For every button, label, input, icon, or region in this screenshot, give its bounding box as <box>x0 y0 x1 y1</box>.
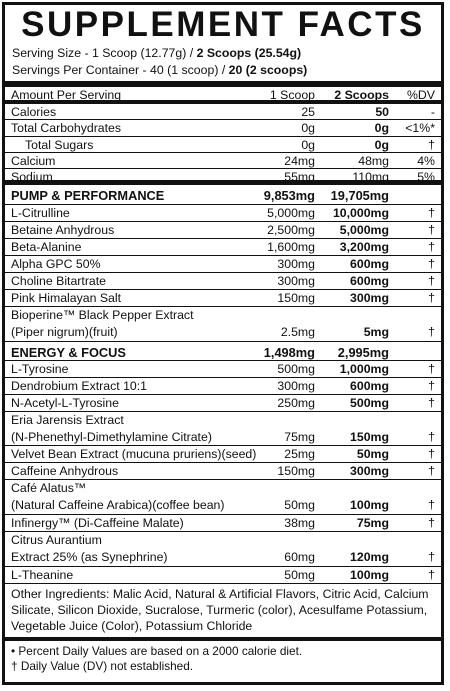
row-value-c2: 48mg <box>358 154 389 168</box>
row-label: Velvet Bean Extract (mucuna pruriens)(seed) <box>11 447 257 461</box>
footnote-calorie: • Percent Daily Values are based on a 2000 calorie diet. <box>11 644 303 658</box>
row-label: L-Tyrosine <box>11 362 69 376</box>
row-label: ENERGY & FOCUS <box>11 345 126 360</box>
row-value-c2: 100mg <box>350 568 389 582</box>
row-value-c1: 150mg <box>277 464 315 478</box>
row-value-c3: † <box>428 274 435 288</box>
nutrient-row <box>5 515 441 532</box>
row-label: Eria Jarensis Extract <box>11 413 124 427</box>
row-value-c2: 10,000mg <box>332 206 389 220</box>
row-value-c1: 1,498mg <box>263 345 315 360</box>
row-label: N-Acetyl-L-Tyrosine <box>11 396 119 410</box>
row-label: Total Carbohydrates <box>11 121 122 135</box>
row-label: Alpha GPC 50% <box>11 257 101 271</box>
row-value-c1: 75mg <box>284 430 315 444</box>
row-value-c2: 2,995mg <box>337 345 389 360</box>
row-value-c1: 25mg <box>284 447 315 461</box>
nutrient-row <box>5 205 441 222</box>
row-value-c2: 600mg <box>350 379 389 393</box>
row-value-c1: 24mg <box>284 154 315 168</box>
row-value-c3: 4% <box>417 154 435 168</box>
row-value-c3: † <box>428 325 435 339</box>
row-label-line2: (Piper nigrum)(fruit) <box>11 325 118 339</box>
row-value-c1: 500mg <box>277 362 315 376</box>
row-label: Pink Himalayan Salt <box>11 291 122 305</box>
row-value-c1: 1 Scoop <box>269 88 315 102</box>
row-value-c3: † <box>428 498 435 512</box>
footer-divider <box>5 637 441 641</box>
row-value-c2: 0g <box>374 138 389 152</box>
nutrient-row <box>5 290 441 307</box>
row-value-c2: 50mg <box>356 447 389 461</box>
nutrient-row <box>5 567 441 584</box>
row-label: Café Alatus™ <box>11 481 87 495</box>
row-value-c2: 300mg <box>350 464 389 478</box>
row-value-c2: 19,705mg <box>330 188 389 203</box>
row-value-c3: † <box>428 550 435 564</box>
row-value-c1: 5,000mg <box>267 206 315 220</box>
nutrient-row <box>5 307 441 342</box>
other-ingredients: Other Ingredients: Malic Acid, Natural & Artificial Flavors, Citric Acid, Calcium Silicate, Silicon Dioxide, Sucralose, Turmeric (color), Acesulfame Potassium, Vegetable Juice (Color), Potassium Chloride <box>11 587 429 633</box>
row-label: Total Sugars <box>25 138 94 152</box>
row-value-c3: † <box>428 138 435 152</box>
row-value-c2: 75mg <box>356 516 389 530</box>
nutrient-row <box>5 412 441 446</box>
row-label: Citrus Aurantium <box>11 533 102 547</box>
row-value-c3: † <box>428 206 435 220</box>
row-value-c2: 1,000mg <box>339 362 389 376</box>
row-value-c2: 5,000mg <box>339 223 389 237</box>
nutrient-row <box>5 395 441 412</box>
nutrient-row <box>5 137 441 153</box>
row-label: Bioperine™ Black Pepper Extract <box>11 308 194 322</box>
row-value-c3: † <box>428 464 435 478</box>
row-value-c2: 100mg <box>350 498 389 512</box>
nutrient-table <box>5 87 441 584</box>
serving-size-bold: 2 Scoops (25.54g) <box>196 46 302 60</box>
row-value-c1: 300mg <box>277 274 315 288</box>
row-value-c3: † <box>428 396 435 410</box>
row-label-line2: (Natural Caffeine Arabica)(coffee bean) <box>11 498 225 512</box>
row-value-c1: 300mg <box>277 257 315 271</box>
nutrient-row <box>5 378 441 395</box>
serving-size-text: Serving Size - 1 Scoop (12.77g) / <box>12 46 197 60</box>
row-label: Calcium <box>11 154 56 168</box>
row-value-c3: † <box>428 430 435 444</box>
serving-size <box>12 46 301 61</box>
footnotes <box>11 644 435 674</box>
row-value-c2: 2 Scoops <box>334 88 389 102</box>
row-value-c1: 50mg <box>284 498 315 512</box>
nutrient-row <box>5 239 441 256</box>
row-label: Calories <box>11 105 57 119</box>
row-value-c1: 150mg <box>277 291 315 305</box>
row-value-c3: - <box>430 105 435 119</box>
servings-per-container-bold: 20 (2 scoops) <box>228 63 308 77</box>
nutrient-row <box>5 256 441 273</box>
row-value-c1: 9,853mg <box>263 188 315 203</box>
servings-per-container <box>12 63 307 78</box>
nutrient-row <box>5 120 441 137</box>
nutrient-row <box>5 463 441 480</box>
footnote-dv: † Daily Value (DV) not established. <box>11 659 194 673</box>
row-label: Dendrobium Extract 10:1 <box>11 379 148 393</box>
row-value-c1: 0g <box>301 138 315 152</box>
row-value-c3: † <box>428 516 435 530</box>
row-value-c3: † <box>428 447 435 461</box>
table-header-row <box>5 87 441 104</box>
row-value-c1: 250mg <box>277 396 315 410</box>
servings-per-container-text: Servings Per Container - 40 (1 scoop) / <box>12 63 229 77</box>
row-value-c1: 300mg <box>277 379 315 393</box>
row-value-c3: † <box>428 291 435 305</box>
panel-title: SUPPLEMENT FACTS <box>21 5 425 44</box>
row-value-c2: 5mg <box>363 325 389 339</box>
row-label-line2: (N-Phenethyl-Dimethylamine Citrate) <box>11 430 212 444</box>
row-value-c1: 2,500mg <box>267 223 315 237</box>
row-value-c3: 5% <box>417 170 435 184</box>
row-value-c1: 50mg <box>284 568 315 582</box>
row-value-c1: 1,600mg <box>267 240 315 254</box>
section-row <box>5 342 441 361</box>
row-label: PUMP & PERFORMANCE <box>11 188 165 203</box>
row-value-c3: † <box>428 362 435 376</box>
row-value-c1: 0g <box>301 121 315 135</box>
row-value-c3: † <box>428 257 435 271</box>
row-label: L-Theanine <box>11 568 74 582</box>
row-label: Amount Per Serving <box>11 88 122 102</box>
row-value-c1: 55mg <box>284 170 315 184</box>
row-value-c2: 300mg <box>350 291 389 305</box>
row-label: Infinergy™ (Di-Caffeine Malate) <box>11 516 184 530</box>
row-value-c3: %DV <box>406 88 435 102</box>
row-value-c2: 120mg <box>350 550 389 564</box>
row-value-c1: 38mg <box>284 516 315 530</box>
row-value-c2: 500mg <box>350 396 389 410</box>
row-value-c3: † <box>428 379 435 393</box>
row-value-c2: 50 <box>375 105 389 119</box>
row-label: Sodium <box>11 170 53 184</box>
nutrient-row <box>5 222 441 239</box>
row-value-c2: 600mg <box>350 274 389 288</box>
nutrient-row <box>5 480 441 515</box>
row-label: Beta-Alanine <box>11 240 82 254</box>
row-label: Caffeine Anhydrous <box>11 464 119 478</box>
nutrient-row <box>5 153 441 169</box>
row-value-c1: 60mg <box>284 550 315 564</box>
row-label: Betaine Anhydrous <box>11 223 115 237</box>
row-label: Choline Bitartrate <box>11 274 107 288</box>
row-value-c1: 25 <box>301 105 315 119</box>
row-value-c3: † <box>428 240 435 254</box>
row-label-line2: Extract 25% (as Synephrine) <box>11 550 168 564</box>
supplement-facts-panel <box>2 2 444 685</box>
row-value-c2: 150mg <box>350 430 389 444</box>
row-value-c2: 600mg <box>350 257 389 271</box>
row-value-c3: <1%* <box>405 121 435 135</box>
row-value-c1: 2.5mg <box>280 325 315 339</box>
nutrient-row <box>5 446 441 463</box>
nutrient-row <box>5 169 441 185</box>
section-row <box>5 185 441 205</box>
row-label: L-Citrulline <box>11 206 70 220</box>
nutrient-row <box>5 361 441 378</box>
nutrient-row <box>5 104 441 120</box>
row-value-c2: 0g <box>374 121 389 135</box>
row-value-c2: 110mg <box>352 170 389 184</box>
row-value-c3: † <box>428 568 435 582</box>
nutrient-row <box>5 532 441 567</box>
row-value-c2: 3,200mg <box>339 240 389 254</box>
nutrient-row <box>5 273 441 290</box>
row-value-c3: † <box>428 223 435 237</box>
